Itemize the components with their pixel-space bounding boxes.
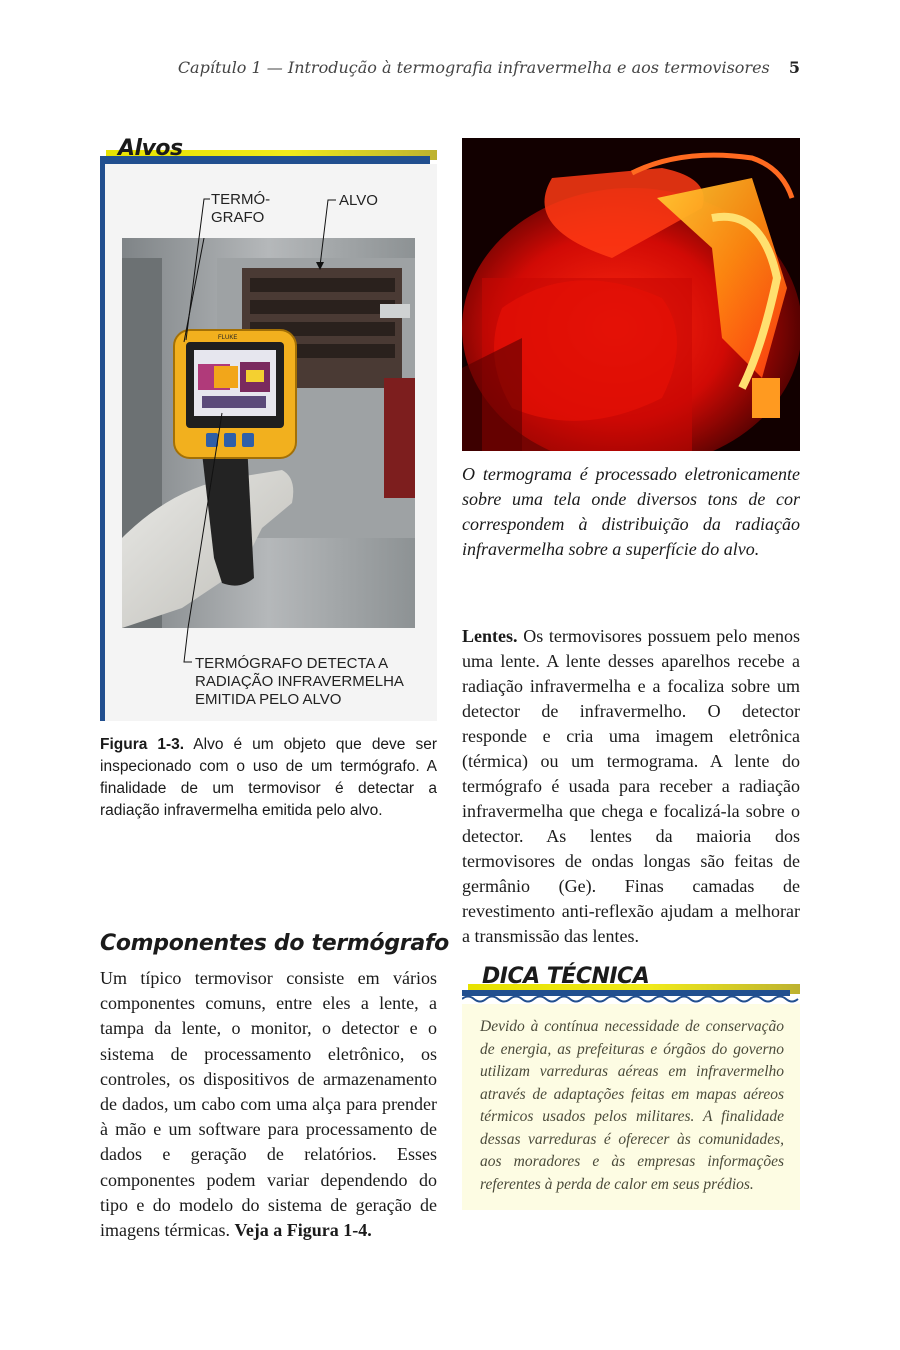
section-heading-components: Componentes do termógrafo xyxy=(100,931,449,956)
tip-text: Devido à contínua necessidade de conservação de energia, as prefeituras e órgãos do governo utilizam varreduras aéreas em infravermelho através de adaptações feitas em mapas aéreos térmicos usados pelos militares. A finalidade dessas varreduras é oferecer às comunidades, aos moradores e às empresas informações referentes à perda de calor em seus prédios. xyxy=(480,1018,784,1193)
callout-thermograph-line1: TERMÓ- xyxy=(211,191,271,208)
thermogram-illustration xyxy=(462,138,800,451)
figure-caption-label: Figura 1-3. xyxy=(100,736,185,753)
leader-target xyxy=(320,200,336,266)
figure-heading: Alvos xyxy=(118,136,183,161)
components-paragraph xyxy=(100,966,437,1243)
callout-detect xyxy=(195,655,404,709)
leader-thermograph-top xyxy=(186,199,210,340)
leader-detect-bottom xyxy=(184,628,192,662)
leader-target-arrow xyxy=(316,262,324,270)
lentes-text: Os termovisores possuem pelo menos uma lente. A lente desses aparelhos recebe a radiação infravermelha e a focaliza sobre um detector de infravermelho. O detector responde e cria uma imagem eletrônica (térmica) ou um termograma. A lente do termógrafo é usada para receber a radiação infravermelha que chega e focalizá-la sobre o detector. As lentes da maioria dos termovisores de ondas longas são feitas de germânio (Ge). Finas camadas de revestimento anti-reflexão ajudam a melhorar a transmissão das lentes. xyxy=(462,626,800,946)
figure-caption xyxy=(100,734,437,822)
thermogram-caption: O termograma é processado eletronicamente sobre uma tela onde diversos tons de cor correspondem à distribuição da radiação infravermelha sobre a superfície do alvo. xyxy=(462,464,800,559)
callout-target: ALVO xyxy=(339,192,378,209)
tip-wave-decoration xyxy=(462,994,800,1004)
thermogram-image xyxy=(462,138,800,451)
callout-thermograph-line2: GRAFO xyxy=(211,209,265,226)
lentes-paragraph xyxy=(462,624,800,949)
components-text: Um típico termovisor consiste em vários componentes comuns, entre eles a lente, a tampa da lente, o monitor, o detector e o sistema de processamento eletrônico, os controles, os dispositivos de armazenamento de dados, um cabo com uma alça para prender à mão e um software para processamento de dados e geração de relatórios. Esses componentes podem variar dependendo do tipo e do modelo do sistema de geração de imagens térmicas. xyxy=(100,968,437,1241)
figure-caption-text: Alvo é um objeto que deve ser inspecionado com o uso de um termógrafo. A finalidade de um termovisor é detectar a radiação infravermelha emitida pelo alvo. xyxy=(100,736,437,819)
chapter-title: Capítulo 1 — Introdução à termografia infravermelha e aos termovisores xyxy=(177,58,770,77)
camera-brand: FLUKE xyxy=(218,335,238,341)
callout-detect-line2: RADIAÇÃO INFRAVERMELHA xyxy=(195,673,404,690)
page-number: 5 xyxy=(788,58,800,77)
tip-box xyxy=(462,964,800,1210)
figure-reference: Veja a Figura 1-4. xyxy=(234,1220,372,1241)
callout-detect-line3: EMITIDA PELO ALVO xyxy=(195,691,342,708)
callout-detect-line1: TERMÓGRAFO DETECTA A xyxy=(195,655,389,672)
lentes-lead: Lentes. xyxy=(462,626,518,646)
tip-heading: DICA TÉCNICA xyxy=(482,964,650,989)
